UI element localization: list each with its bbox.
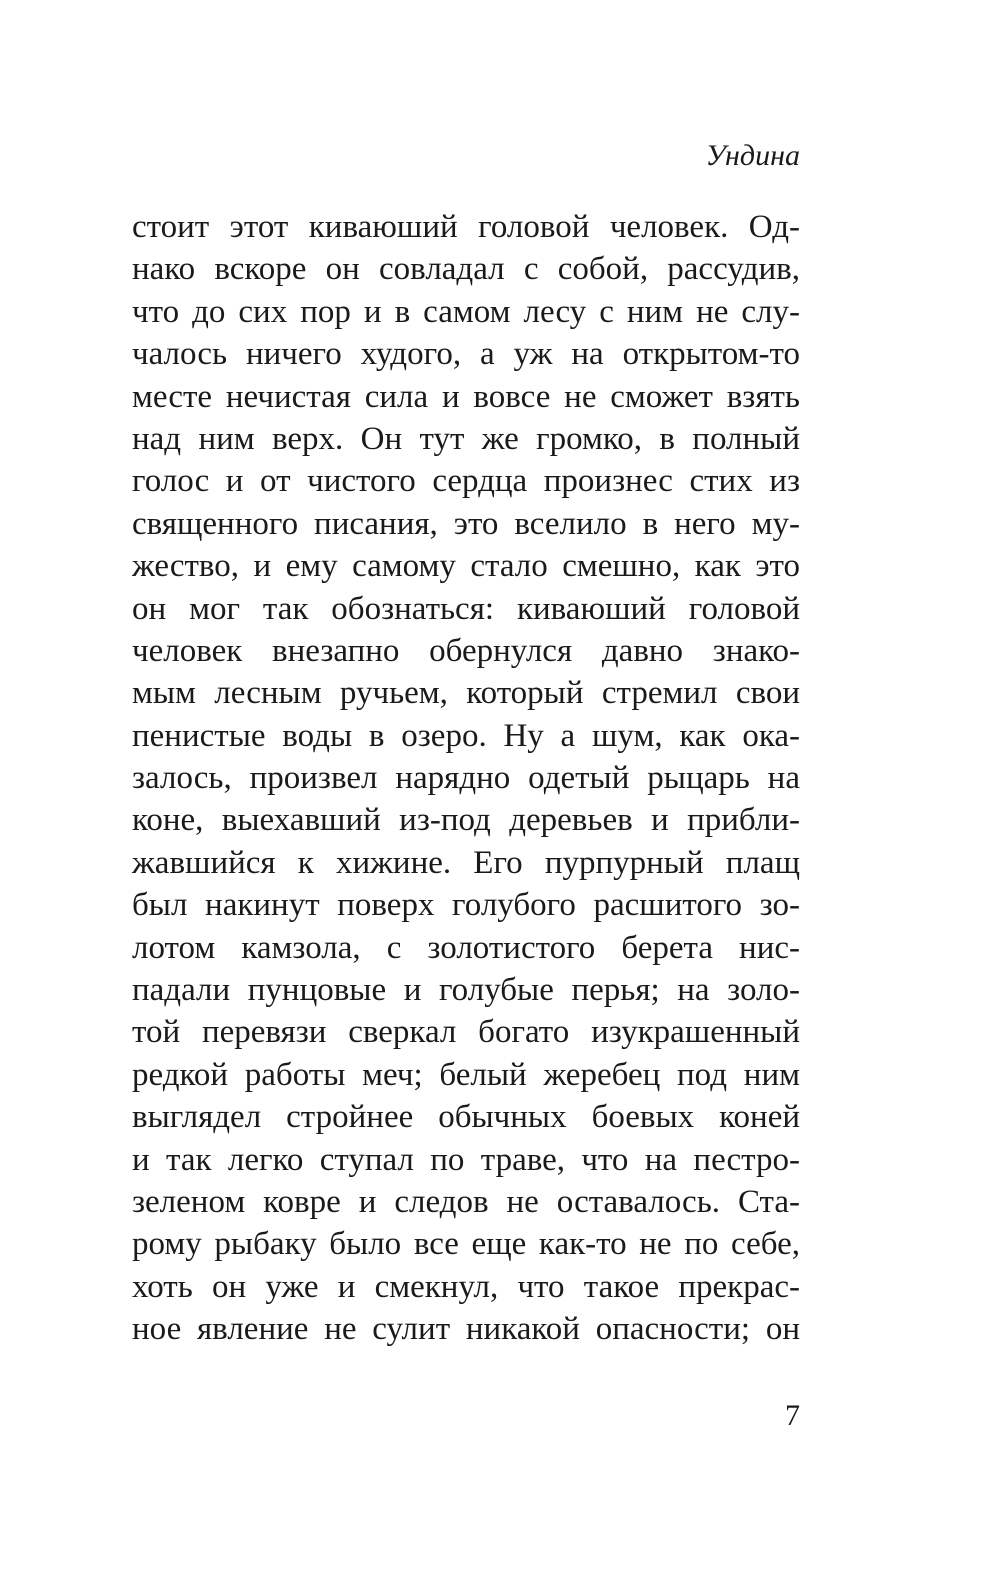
page-number: 7: [785, 1399, 800, 1432]
text-line: жавшийся к хижине. Его пурпурный плащ: [132, 844, 800, 881]
text-line: был накинут поверх голубого расшитого зо-: [132, 887, 800, 924]
text-line: над ним верх. Он тут же громко, в полный: [132, 420, 800, 457]
text-line: мым лесным ручьем, который стремил свои: [132, 675, 800, 712]
text-line: чалось ничего худого, а уж на открытом-то: [132, 336, 800, 373]
text-line: выглядел стройнее обычных боевых коней: [132, 1099, 800, 1136]
text-line: месте нечистая сила и вовсе не сможет взять: [132, 378, 800, 415]
text-line: хоть он уже и смекнул, что такое прекрас-: [132, 1268, 800, 1305]
body-text: [132, 206, 800, 1351]
text-line: той перевязи сверкал богато изукрашенный: [132, 1014, 800, 1051]
running-header-title: Ундина: [705, 139, 800, 172]
text-line: нако вскоре он совладал с собой, рассудив,: [132, 251, 800, 288]
text-line: что до сих пор и в самом лесу с ним не слу-: [132, 293, 800, 330]
text-line: стоит этот киваюший головой человек. Од-: [132, 209, 800, 245]
text-line: коне, выехавший из-под деревьев и прибли-: [132, 802, 800, 839]
text-line: залось, произвел нарядно одетый рыцарь на: [132, 760, 800, 797]
text-line: лотом камзола, с золотистого берета нис-: [132, 929, 800, 966]
text-line: он мог так обознаться: киваюший головой: [132, 590, 800, 627]
text-line: падали пунцовые и голубые перья; на золо-: [132, 972, 800, 1009]
text-line: священного писания, это вселило в него му-: [132, 505, 800, 542]
text-line: ное явление не сулит никакой опасности; он: [132, 1311, 800, 1348]
text-line: рому рыбаку было все еще как-то не по себе,: [132, 1226, 800, 1263]
text-line: и так легко ступал по траве, что на пестро-: [132, 1141, 800, 1178]
text-line: пенистые воды в озеро. Ну а шум, как ока-: [132, 717, 800, 754]
text-line: голос и от чистого сердца произнес стих из: [132, 463, 800, 500]
text-line: человек внезапно обернулся давно знако-: [132, 632, 800, 669]
text-line: зеленом ковре и следов не оставалось. Ста-: [132, 1183, 800, 1220]
text-line: жество, и ему самому стало смешно, как это: [132, 548, 800, 585]
text-line: редкой работы меч; белый жеребец под ним: [132, 1056, 800, 1093]
